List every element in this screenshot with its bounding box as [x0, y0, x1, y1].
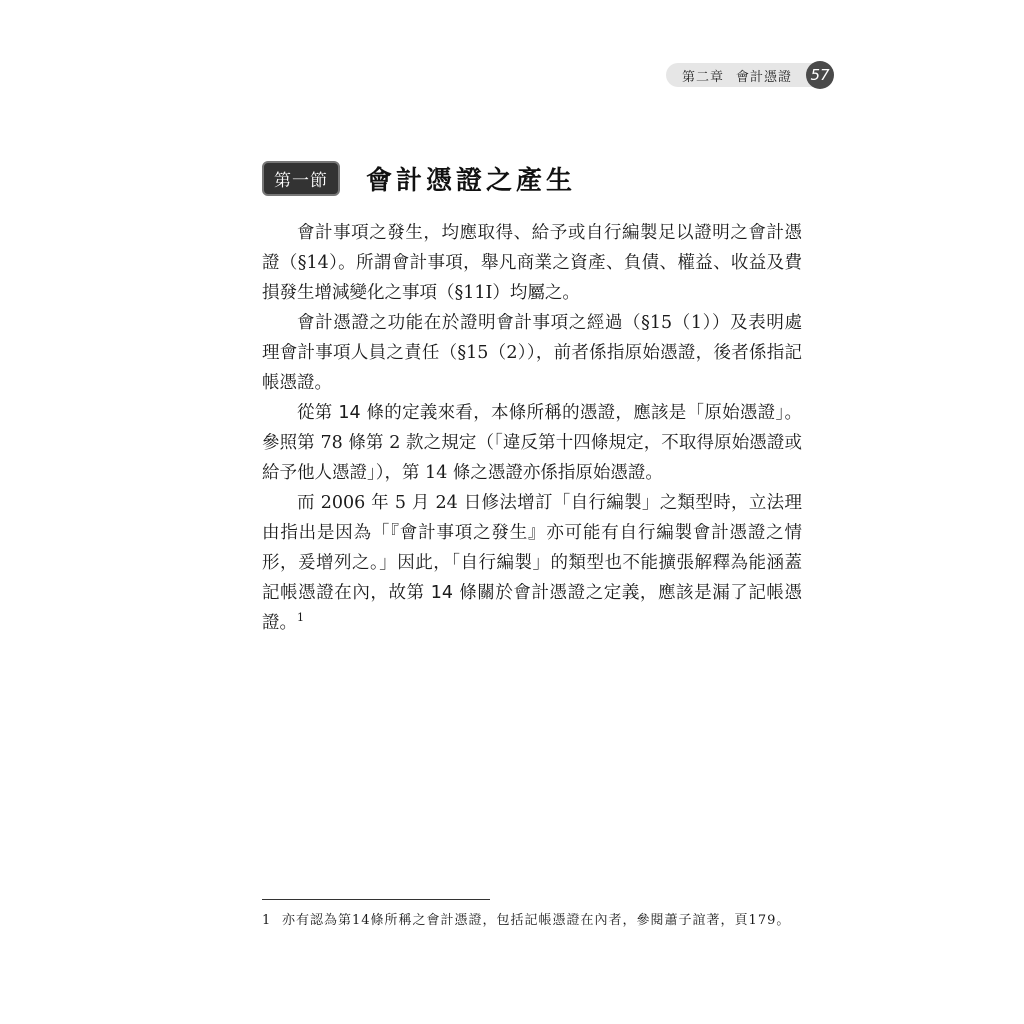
section-heading — [262, 160, 576, 197]
paragraph-4-main: 而 2006 年 5 月 24 日修法增訂「自行編製」之類型時，立法理由指出是因為「『會計事項之發生』亦可能有自行編製會計憑證之情形，爰增列之。」因此，「自行編製」的類型也不能擴張解釋為能涵蓋記帳憑證在內，故第 — [262, 493, 802, 603]
paragraph-2: 會計憑證之功能在於證明會計事項之經過（§15（1））及表明處理會計事項人員之責任（§15（2）），前者係指原始憑證，後者係指記帳憑證。 — [262, 313, 802, 393]
paragraph-4 — [262, 488, 802, 638]
chapter-header-pill — [666, 63, 822, 87]
section-badge: 第一節 — [262, 161, 340, 196]
chapter-number: 第二章 — [681, 69, 724, 85]
footnote-text: 亦有認為第14條所稱之會計憑證，包括記帳憑證在內者，參閱蕭子誼著，頁179。 — [282, 913, 791, 928]
section-title: 會計憑證之產生 — [366, 166, 577, 196]
running-header — [666, 62, 834, 88]
footnote — [262, 910, 802, 931]
footnote-reference[interactable]: 1 — [297, 611, 304, 625]
chapter-title: 會計憑證 — [735, 69, 792, 85]
footnote-mark: 1 — [262, 913, 271, 928]
paragraph-4-emphasis: 14 條關於會計憑證之定義，應該是漏了記帳憑證。 — [262, 583, 802, 633]
paragraph-3 — [262, 398, 802, 488]
body-text — [262, 218, 802, 638]
page-number: 57 — [806, 61, 834, 89]
paragraph-3-rest: 參照第 78 條第 2 款之規定（「違反第十四條規定，不取得原始憑證或給予他人憑證」），第 14 條之憑證亦係指原始憑證。 — [262, 433, 802, 483]
footnote-divider — [262, 899, 490, 900]
paragraph-1: 會計事項之發生，均應取得、給予或自行編製足以證明之會計憑證（§14）。所謂會計事項，舉凡商業之資產、負債、權益、收益及費損發生增減變化之事項（§11I）均屬之。 — [262, 223, 802, 303]
paragraph-3-emphasis: 從第 14 條的定義來看，本條所稱的憑證，應該是「原始憑證」。 — [297, 403, 802, 423]
